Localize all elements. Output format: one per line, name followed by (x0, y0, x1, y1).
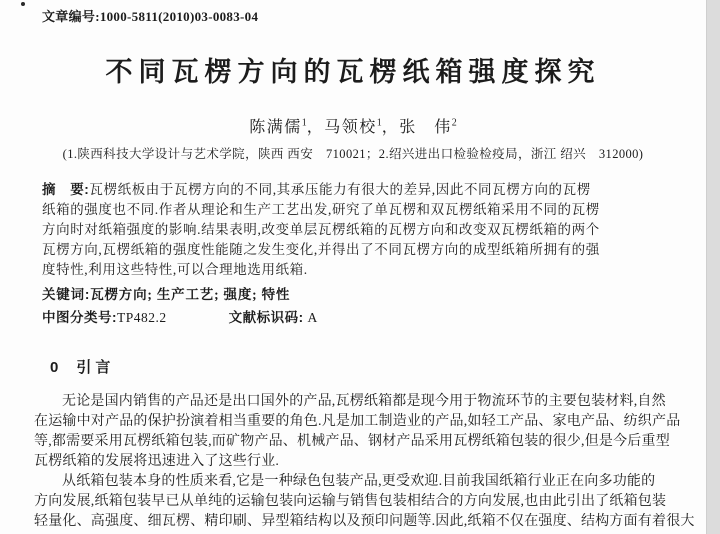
paragraph1-line: 等,都需要采用瓦楞纸箱包装,而矿物产品、机械产品、钢材产品采用瓦楞纸箱包装的很少,但是今后重型 (34, 434, 670, 449)
article-number-value: :1000-5811(2010)03-0083-04 (95, 9, 259, 24)
abstract-line: 瓦楞方向,瓦楞纸箱的强度性能随之发生变化,并得出了不同瓦楞方向的成型纸箱所拥有的强 (42, 242, 600, 257)
abstract-line: 度特性,利用这些特性,可以合理地选用纸箱. (42, 262, 308, 277)
abstract-line: 摘 要:瓦楞纸板由于瓦楞方向的不同,其承压能力有很大的差异,因此不同瓦楞方向的瓦楞 (42, 182, 591, 197)
authors-separator: ， (306, 119, 325, 136)
scan-page-edge (706, 0, 720, 534)
keywords-value: 瓦楞方向; 生产工艺; 强度; 特性 (90, 287, 291, 302)
document-code-value: A (303, 310, 318, 325)
article-number-line (42, 6, 258, 25)
body-text (34, 392, 706, 532)
author-name: 张 伟 (399, 119, 452, 136)
clc-number-label: 中图分类号: (42, 310, 117, 325)
section-title: 引言 (76, 359, 115, 376)
abstract-block (42, 180, 628, 280)
author-affiliation-superscript: 1 (301, 117, 307, 129)
article-number-label: 文章编号 (42, 9, 96, 24)
abstract-line: 纸箱的强度也不同.作者从理论和生产工艺出发,研究了单瓦楞和双瓦楞纸箱采用不同的瓦楞 (42, 202, 600, 217)
keywords-line (42, 285, 290, 305)
paragraph1-line: 瓦楞纸箱的发展将迅速进入了这些行业. (34, 454, 280, 469)
author-name: 马领校 (324, 119, 377, 136)
paragraph2-line: 轻量化、高强度、细瓦楞、精印刷、异型箱结构以及预印问题等.因此,纸箱不仅在强度、结构方面有着很大 (34, 514, 695, 529)
author-affiliation-superscript: 2 (451, 117, 457, 129)
clc-number-value: TP482.2 (117, 310, 167, 325)
authors-separator: ， (381, 119, 400, 136)
document-code-label: 文献标识码: (228, 310, 304, 325)
abstract-line: 方向时对纸箱强度的影响.结果表明,改变单层瓦楞纸箱的瓦楞方向和改变双瓦楞纸箱的两个 (42, 222, 600, 237)
abstract-label: 摘 要: (42, 182, 90, 197)
classification-line (42, 308, 318, 328)
paragraph1-line: 在运输中对产品的保护扮演着相当重要的角色.凡是加工制造业的产品,如轻工产品、家电产品、纺织产品 (34, 414, 681, 429)
paragraph2-line: 从纸箱包装本身的性质来看,它是一种绿色包装产品,更受欢迎.目前我国纸箱行业正在向多功能的 (62, 474, 656, 489)
paper-title: 不同瓦楞方向的瓦楞纸箱强度探究 (105, 57, 601, 87)
section-heading (50, 358, 114, 378)
paragraph2-line: 方向发展,纸箱包装早已从单纯的运输包装向运输与销售包装相结合的方向发展,也由此引出了纸箱包装 (34, 494, 667, 509)
affiliation-line: (1.陕西科技大学设计与艺术学院，陕西 西安 710021；2.绍兴进出口检验检疫局，浙江 绍兴 312000) (62, 147, 644, 161)
author-affiliation-superscript: 1 (376, 117, 382, 129)
author-name: 陈满儒 (249, 119, 302, 136)
authors-line (0, 114, 706, 137)
paragraph1-line: 无论是国内销售的产品还是出口国外的产品,瓦楞纸箱都是现今用于物流环节的主要包装材料,自然 (62, 394, 666, 409)
keywords-label: 关键词: (42, 287, 91, 302)
section-number: 0 (50, 359, 59, 376)
ink-speck-dot (21, 2, 25, 6)
